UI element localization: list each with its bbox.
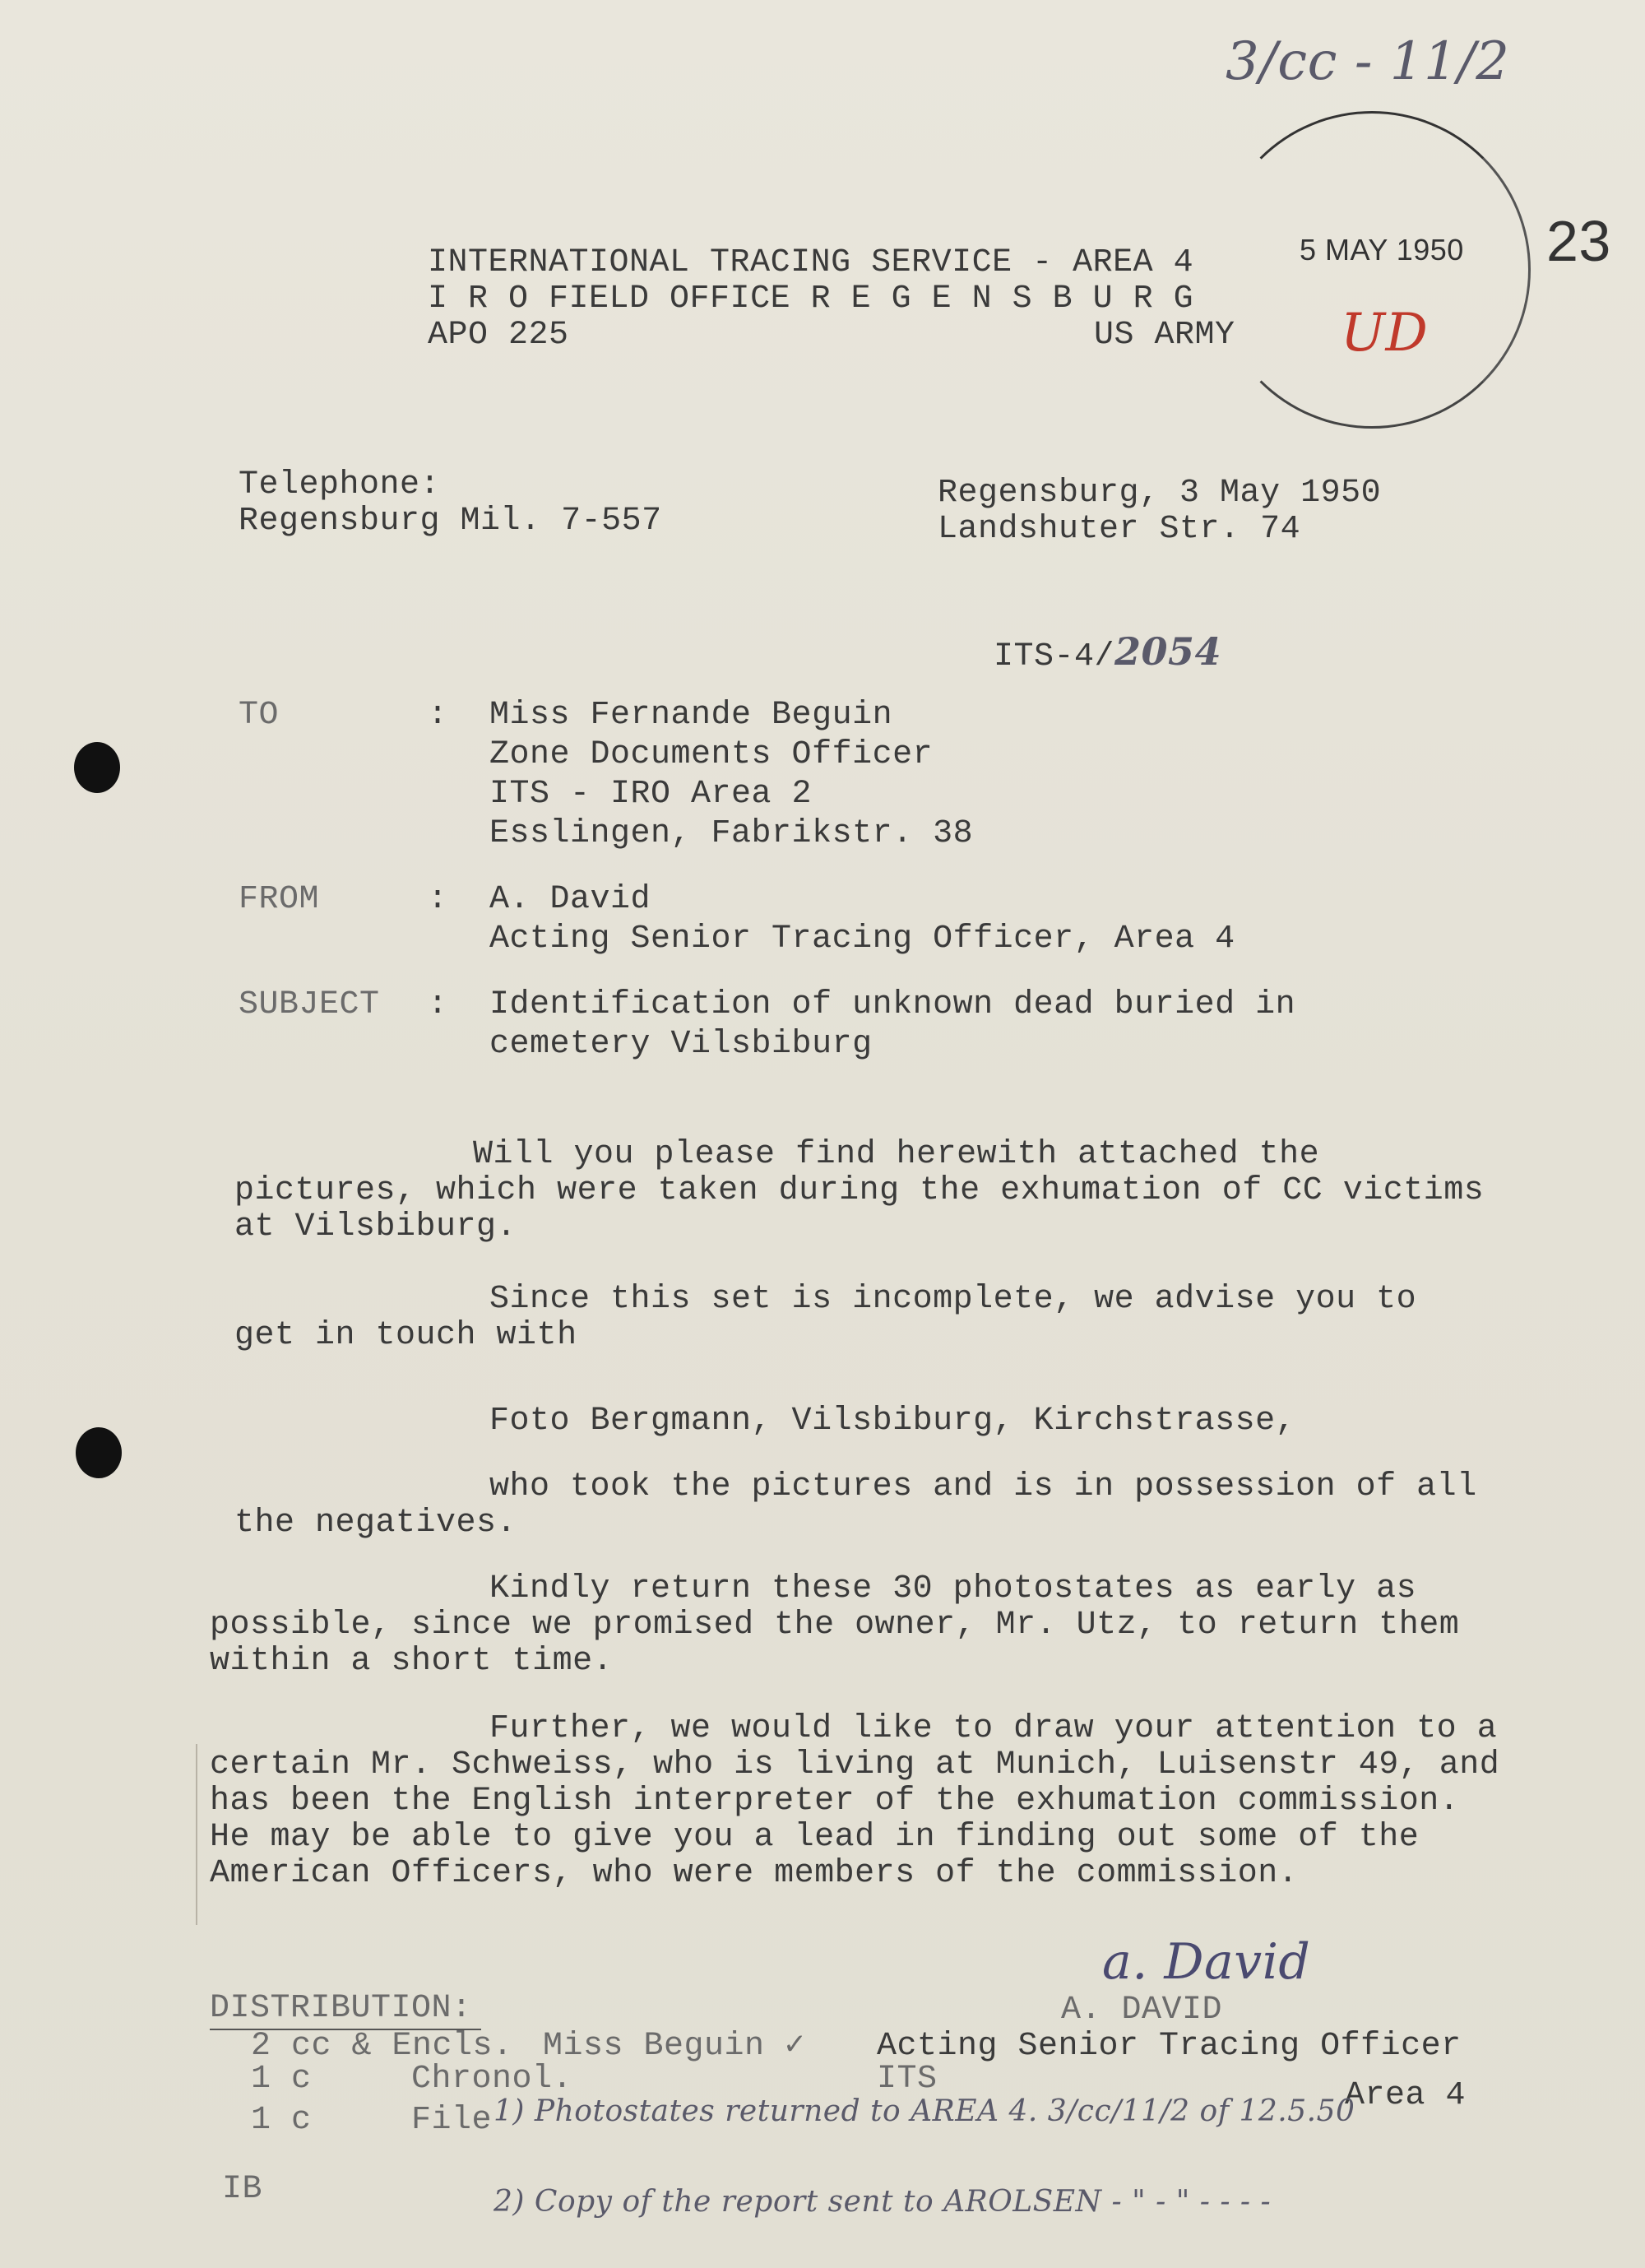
- handwritten-reference: 3/cc - 11/2: [1226, 31, 1510, 92]
- header-line-1: INTERNATIONAL TRACING SERVICE - AREA 4: [428, 244, 1194, 281]
- subject-line-2: cemetery Vilsbiburg: [489, 1026, 873, 1063]
- distribution-label: DISTRIBUTION:: [210, 1990, 472, 2027]
- distribution-row-2-count: 1 c: [251, 2061, 312, 2098]
- subject-colon: :: [428, 986, 448, 1023]
- office-address: Landshuter Str. 74: [938, 511, 1301, 548]
- to-line-1: Miss Fernande Beguin: [489, 697, 893, 734]
- signature-title: Acting Senior Tracing Officer: [877, 2028, 1462, 2065]
- body-p1-line-2: pictures, which were taken during the exhumation of CC victims: [234, 1172, 1485, 1209]
- body-p6-line-2: certain Mr. Schweiss, who is living at Munich, Luisenstr 49, and: [210, 1746, 1500, 1783]
- telephone-value: Regensburg Mil. 7-557: [239, 503, 662, 540]
- subject-label: SUBJECT: [239, 986, 380, 1023]
- received-stamp: [1213, 111, 1531, 429]
- body-p6-line-1: Further, we would like to draw your attention to a: [489, 1710, 1498, 1747]
- body-p1-line-1: Will you please find herewith attached the: [473, 1136, 1320, 1173]
- handwritten-note-1: 1) Photostates returned to AREA 4. 3/cc/11/2 of 12.5.50: [494, 2094, 1355, 2128]
- from-line-2: Acting Senior Tracing Officer, Area 4: [489, 921, 1235, 958]
- reference-handwritten-number: 2054: [1114, 629, 1222, 674]
- punch-hole-bottom: [76, 1427, 122, 1478]
- signature-name: A. DAVID: [1061, 1992, 1223, 2029]
- body-p5-line-1: Kindly return these 30 photostates as early as: [489, 1570, 1417, 1607]
- signature-org: ITS: [877, 2061, 938, 2098]
- body-p5-line-3: within a short time.: [210, 1643, 614, 1680]
- header-line-2: I R O FIELD OFFICE R E G E N S B U R G: [428, 281, 1194, 318]
- body-p4-line-1: who took the pictures and is in possession of all: [489, 1468, 1477, 1505]
- header-us-army: US ARMY: [1094, 317, 1235, 354]
- distribution-row-1-count: 2 cc & Encls.: [251, 2028, 513, 2065]
- body-p6-line-3: has been the English interpreter of the exhumation commission.: [210, 1783, 1460, 1820]
- stamp-date: 5 MAY 1950: [1300, 233, 1464, 267]
- from-colon: :: [428, 881, 448, 918]
- typist-initials: IB: [222, 2171, 263, 2208]
- distribution-row-1-to: Miss Beguin ✓: [543, 2028, 805, 2065]
- telephone-label: Telephone:: [239, 466, 441, 503]
- body-p2-line-2: get in touch with: [234, 1317, 577, 1354]
- reference-prefix: ITS-4/: [994, 638, 1115, 675]
- distribution-row-3-to: File: [411, 2102, 493, 2139]
- from-line-1: A. David: [489, 881, 651, 918]
- to-line-2: Zone Documents Officer: [489, 736, 934, 773]
- to-label: TO: [239, 697, 280, 734]
- body-p6-line-4: He may be able to give you a lead in finding out some of the: [210, 1819, 1420, 1856]
- page-number: 23: [1546, 209, 1611, 273]
- to-colon: :: [428, 697, 448, 734]
- body-p4-line-2: the negatives.: [234, 1505, 517, 1542]
- header-apo: APO 225: [428, 317, 569, 354]
- body-p6-line-5: American Officers, who were members of the commission.: [210, 1855, 1299, 1892]
- body-p1-line-3: at Vilsbiburg.: [234, 1208, 517, 1245]
- place-date: Regensburg, 3 May 1950: [938, 475, 1382, 512]
- body-p3-line-1: Foto Bergmann, Vilsbiburg, Kirchstrasse,: [489, 1403, 1296, 1440]
- reference-number: [913, 597, 1221, 712]
- distribution-row-3-count: 1 c: [251, 2102, 312, 2139]
- to-line-3: ITS - IRO Area 2: [489, 776, 813, 813]
- handwritten-signature: a. David: [1102, 1933, 1311, 1991]
- margin-mark: [196, 1744, 197, 1925]
- signature-area: Area 4: [1345, 2077, 1467, 2114]
- body-p5-line-2: possible, since we promised the owner, Mr. Utz, to return them: [210, 1607, 1460, 1644]
- body-p2-line-1: Since this set is incomplete, we advise you to: [489, 1281, 1417, 1318]
- handwritten-note-2: 2) Copy of the report sent to AROLSEN - " - " - - - -: [494, 2185, 1272, 2219]
- subject-line-1: Identification of unknown dead buried in: [489, 986, 1296, 1023]
- from-label: FROM: [239, 881, 320, 918]
- to-line-4: Esslingen, Fabrikstr. 38: [489, 815, 974, 852]
- distribution-row-2-to: Chronol.: [411, 2061, 573, 2098]
- stamp-initials: UD: [1341, 303, 1429, 364]
- punch-hole-top: [74, 742, 120, 793]
